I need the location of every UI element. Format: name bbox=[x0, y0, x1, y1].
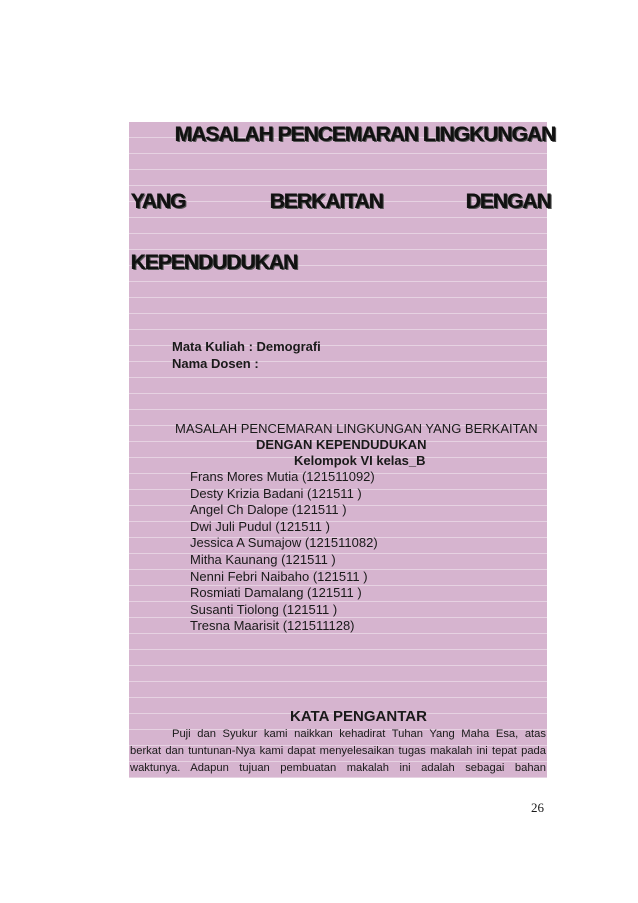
title-line-2-word-3: DENGAN bbox=[466, 190, 552, 213]
list-item: Jessica A Sumajow (121511082) bbox=[190, 535, 378, 551]
list-item: Rosmiati Damalang (121511 ) bbox=[190, 585, 362, 601]
list-item: Angel Ch Dalope (121511 ) bbox=[190, 502, 347, 518]
group-label: Kelompok VI kelas_B bbox=[294, 453, 426, 468]
title-line-1: MASALAH PENCEMARAN LINGKUNGAN bbox=[175, 123, 556, 146]
list-item: Dwi Juli Pudul (121511 ) bbox=[190, 518, 330, 534]
title-line-2-word-2: BERKAITAN bbox=[270, 190, 384, 213]
subtitle-line-2: DENGAN KEPENDUDUKAN bbox=[256, 437, 427, 452]
list-item: Mitha Kaunang (121511 ) bbox=[190, 551, 336, 567]
lecturer-name: Nama Dosen : bbox=[172, 356, 259, 371]
title-line-2-word-1: YANG bbox=[131, 190, 186, 213]
title-line-3: KEPENDUDUKAN bbox=[131, 251, 298, 274]
list-item: Tresna Maarisit (121511128) bbox=[190, 618, 355, 634]
list-item: Susanti Tiolong (121511 ) bbox=[190, 601, 338, 617]
course-name: Mata Kuliah : Demografi bbox=[172, 339, 321, 354]
subtitle-line-1: MASALAH PENCEMARAN LINGKUNGAN YANG BERKAITAN bbox=[175, 421, 538, 436]
section-heading: KATA PENGANTAR bbox=[290, 708, 427, 725]
paragraph-line-1: Puji dan Syukur kami naikkan kehadirat Tuhan Yang Maha Esa, atas bbox=[172, 728, 546, 740]
paragraph-line-3: waktunya. Adapun tujuan pembuatan makalah ini adalah sebagai bahan bbox=[130, 762, 546, 774]
members-list bbox=[190, 469, 378, 635]
list-item: Desty Krizia Badani (121511 ) bbox=[190, 485, 362, 501]
page-number: 26 bbox=[531, 800, 544, 815]
list-item: Frans Mores Mutia (121511092) bbox=[190, 469, 375, 484]
list-item: Nenni Febri Naibaho (121511 ) bbox=[190, 568, 368, 584]
paragraph-line-2: berkat dan tuntunan-Nya kami dapat menyelesaikan tugas makalah ini tepat pada bbox=[130, 745, 546, 757]
